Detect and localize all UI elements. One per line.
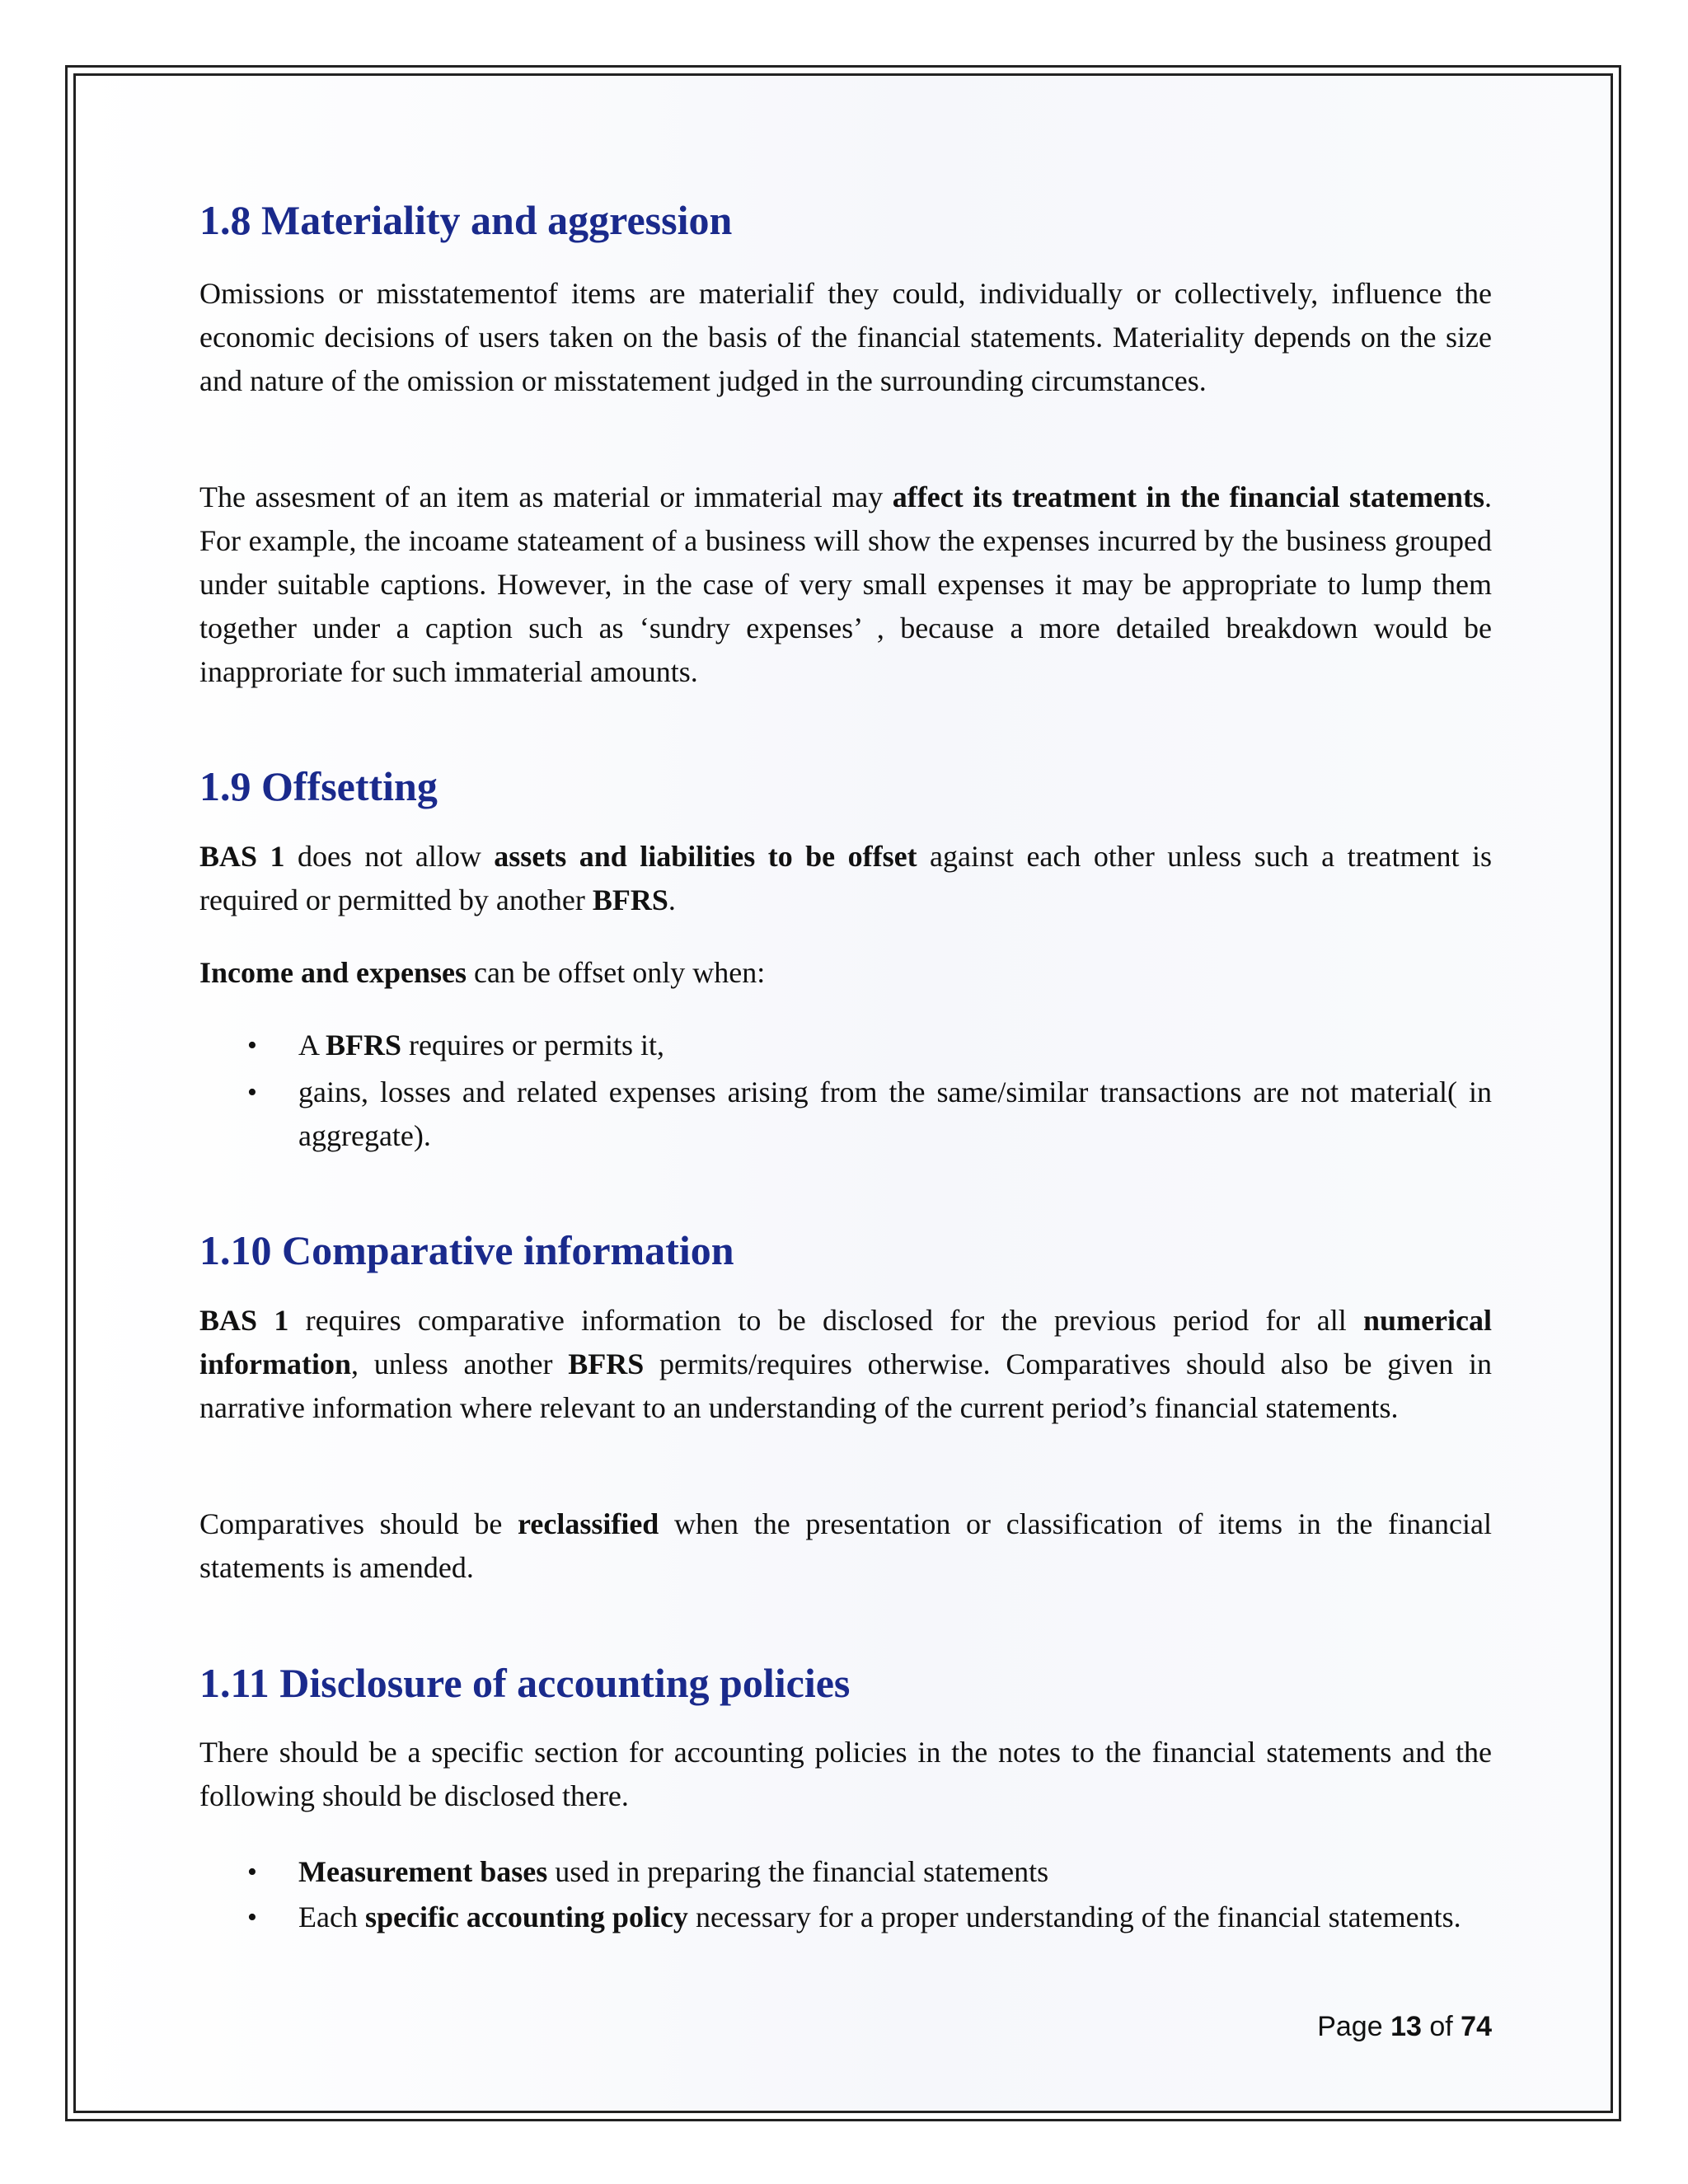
list-item <box>199 1024 1492 1067</box>
text-segment: gains, losses and related expenses arising from the same/similar transactions are not material( in aggregate). <box>298 1076 1492 1152</box>
bold-phrase: specific accounting policy <box>364 1900 688 1933</box>
text-segment: requires comparative information to be disclosed for the previous period for all <box>288 1304 1364 1337</box>
page-number <box>1317 2011 1492 2043</box>
text-segment: necessary for a proper understanding of the financial statements. <box>687 1900 1461 1933</box>
text-segment: Each <box>298 1900 365 1933</box>
paragraph-materiality-treatment <box>199 476 1492 694</box>
text-segment: A <box>298 1029 326 1062</box>
paragraph-comparative-requirement <box>199 1299 1492 1430</box>
list-item <box>199 1850 1492 1894</box>
of-word: of <box>1429 2011 1453 2042</box>
text-segment: can be offset only when: <box>467 956 766 989</box>
text-segment: used in preparing the financial statements <box>547 1855 1049 1888</box>
list-item <box>199 1071 1492 1158</box>
bold-phrase: BAS 1 <box>199 1304 289 1337</box>
text-segment: . <box>668 883 676 916</box>
total-pages: 74 <box>1461 2011 1492 2042</box>
bold-phrase: Measurement bases <box>298 1855 548 1888</box>
paragraph-offsetting-rule <box>199 835 1492 922</box>
paragraph-materiality-definition: Omissions or misstatementof items are materialif they could, individually or collectively, influence the economic decisions of users taken on the basis of the financial statements. Materiality depends on the size and nature of the omission or misstatement judged in the surrounding circumstances. <box>199 277 1492 397</box>
bold-phrase: Income and expenses <box>199 956 467 989</box>
text-segment: permits/requires otherwise. Comparatives should also be given in narrative information where relevant to an understanding of the current period’s financial statements. <box>199 1347 1492 1424</box>
accounting-policies-list <box>199 1850 1492 1939</box>
text-segment: requires or permits it, <box>401 1029 664 1062</box>
bold-phrase: BFRS <box>326 1029 402 1062</box>
heading-materiality: 1.8 Materiality and aggression <box>199 197 733 243</box>
bold-phrase: BFRS <box>568 1347 645 1380</box>
bold-phrase: BFRS <box>592 883 668 916</box>
heading-offsetting: 1.9 Offsetting <box>199 763 438 809</box>
bold-phrase: BAS 1 <box>199 840 285 873</box>
paragraph-income-expenses <box>199 951 1492 995</box>
bold-phrase: reclassified <box>518 1507 659 1540</box>
text-segment: , unless another <box>351 1347 569 1380</box>
text-segment: when the presentation or classification of items in the financial statements is amended. <box>199 1507 1492 1584</box>
paragraph-accounting-policies: There should be a specific section for accounting policies in the notes to the financial statements and the following should be disclosed there. <box>199 1736 1492 1812</box>
heading-comparative-information: 1.10 Comparative information <box>199 1227 734 1273</box>
paragraph-comparative-reclassification <box>199 1502 1492 1590</box>
list-item <box>199 1896 1492 1939</box>
page-word: Page <box>1317 2011 1383 2042</box>
bold-phrase: affect its treatment in the financial statements <box>892 480 1484 513</box>
bold-phrase: numerical information <box>199 1304 1493 1380</box>
heading-accounting-policies: 1.11 Disclosure of accounting policies <box>199 1660 851 1706</box>
text-segment: The assesment of an item as material or immaterial may <box>199 480 893 513</box>
bold-phrase: assets and liabilities to be offset <box>494 840 917 873</box>
offsetting-conditions-list <box>199 1024 1492 1158</box>
text-segment: Comparatives should be <box>199 1507 518 1540</box>
text-segment: against each other unless such a treatment is required or permitted by another <box>199 840 1492 916</box>
text-segment: does not allow <box>284 840 495 873</box>
current-page: 13 <box>1390 2011 1422 2042</box>
text-segment: . For example, the incoame stateament of a business will show the expenses incurred by the business grouped under suitable captions. However, in the case of very small expenses it may be appropriate to lump them together under a caption such as ‘sundry expenses’ , because a more detailed breakdown would be inapproriate for such immaterial amounts. <box>199 480 1492 688</box>
